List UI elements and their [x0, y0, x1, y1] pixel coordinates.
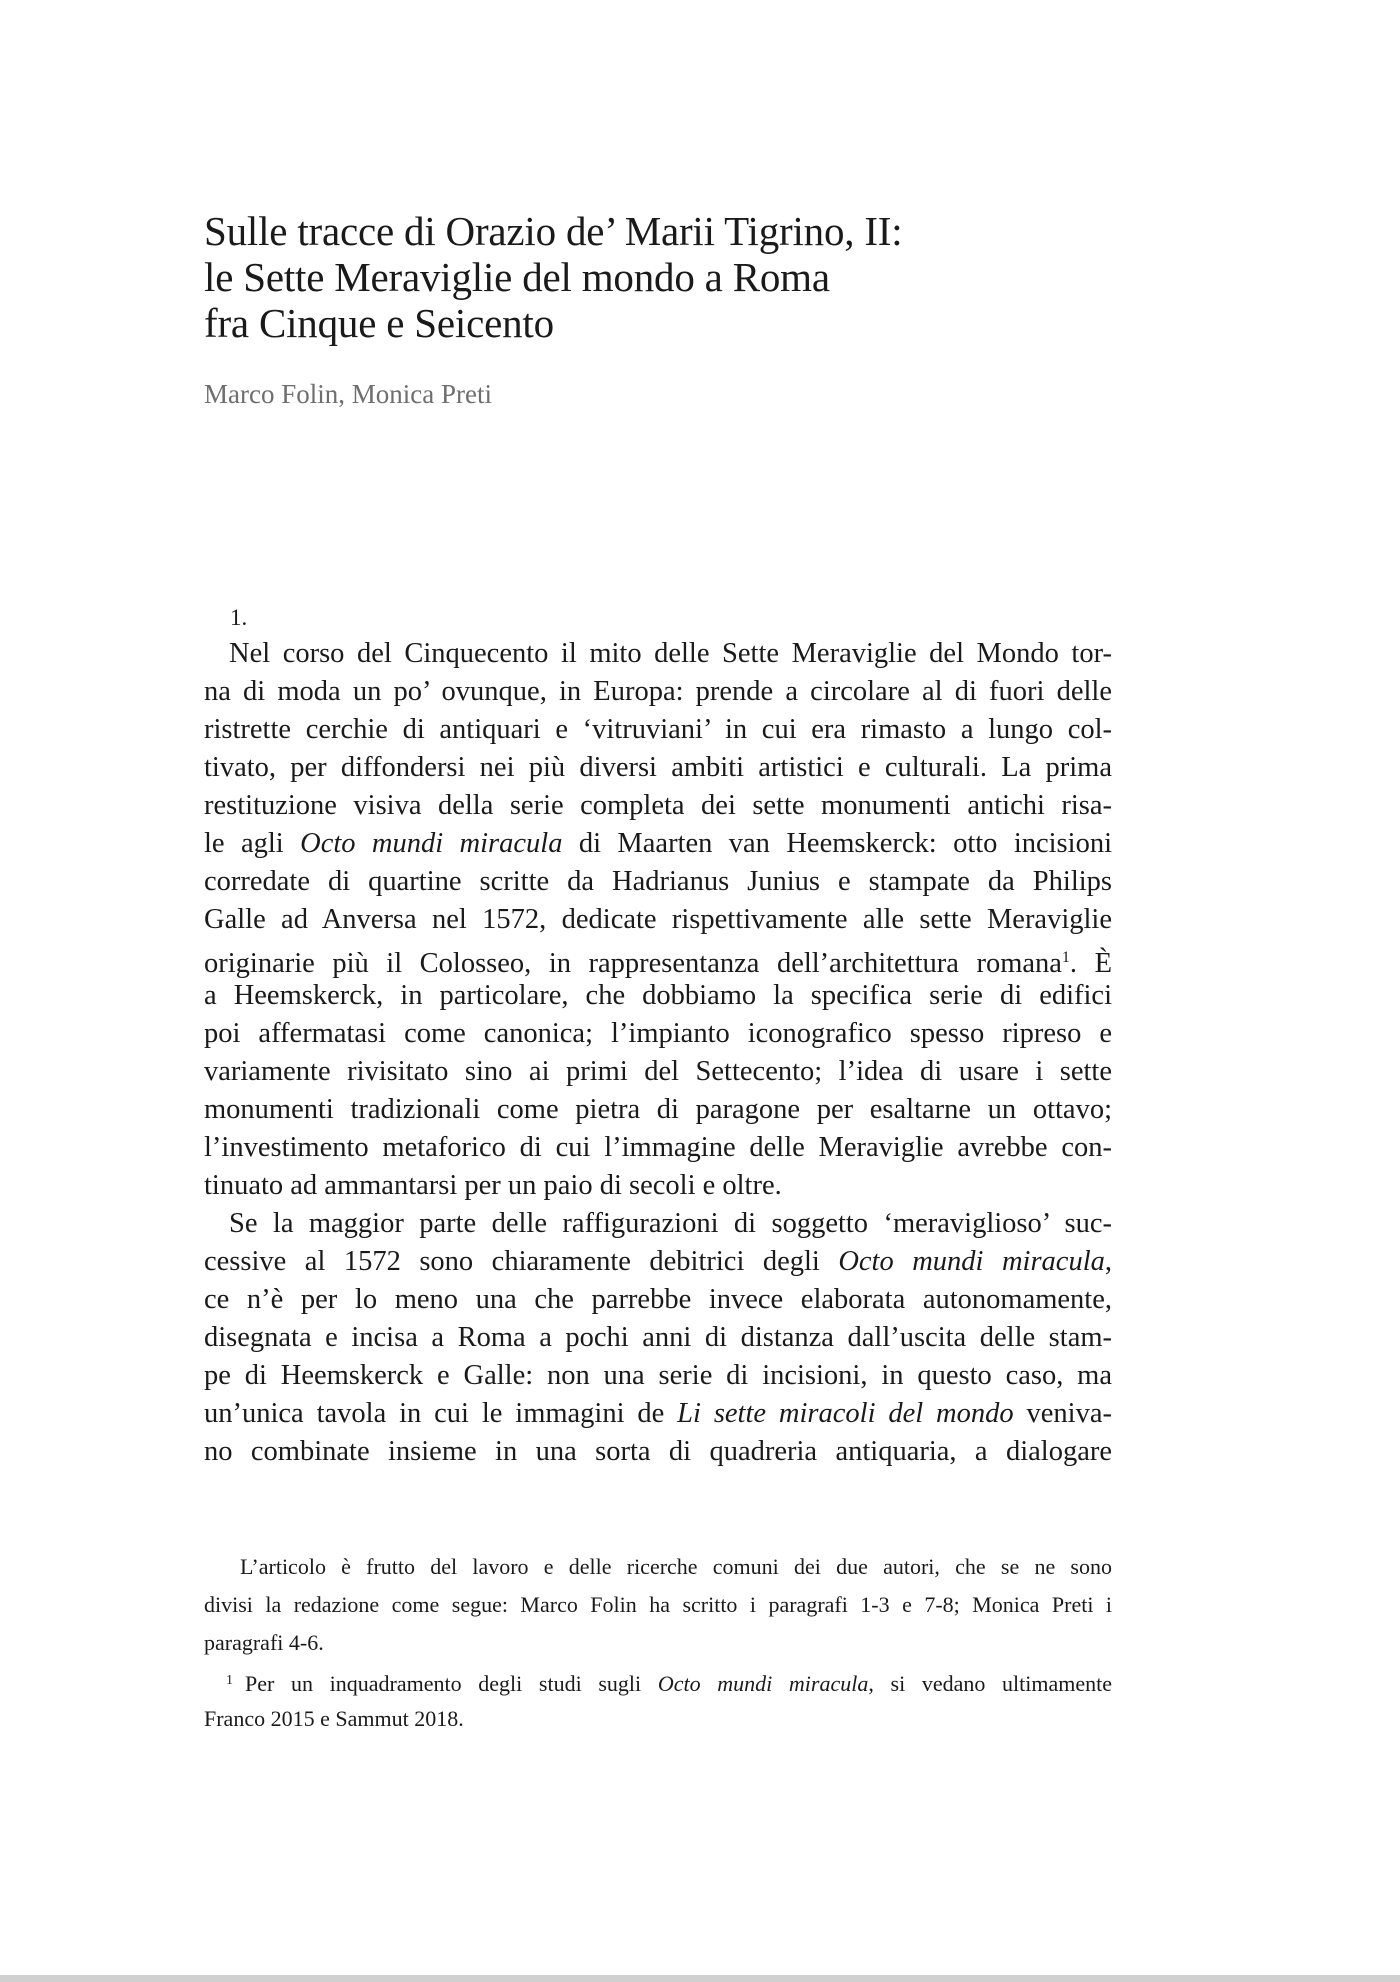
- body-line: [204, 1395, 1112, 1433]
- italic-title: Octo mundi miracula: [838, 1246, 1105, 1277]
- footnote-line: paragrafi 4-6.: [204, 1630, 324, 1655]
- body-text: veniva-: [1013, 1398, 1112, 1429]
- footnote-line: Franco 2015 e Sammut 2018.: [204, 1706, 464, 1731]
- italic-title: Octo mundi miracula: [657, 1671, 869, 1696]
- italic-title: Li sette miracoli del mondo: [677, 1398, 1014, 1429]
- body-text: un’unica tavola in cui le immagini de: [204, 1398, 678, 1429]
- body-line: l’investimento metaforico di cui l’immagine delle Meraviglie avrebbe con-: [204, 1132, 1112, 1163]
- body-line: ristrette cerchie di antiquari e ‘vitruviani’ in cui era rimasto a lungo col-: [204, 714, 1112, 745]
- body-text: le agli: [204, 828, 301, 859]
- italic-title: Octo mundi miracula: [300, 828, 563, 859]
- body-line: [204, 939, 1112, 977]
- body-text: cessive al 1572 sono chiaramente debitrici degli: [204, 1246, 839, 1277]
- footnote-line: L’articolo è frutto del lavoro e delle ricerche comuni dei due autori, che se ne sono: [240, 1554, 1112, 1579]
- footnote-text: Per un inquadramento degli studi sugli: [245, 1671, 658, 1696]
- body-line: variamente rivisitato sino ai primi del Settecento; l’idea di usare i sette: [204, 1056, 1112, 1087]
- body-text: ,: [1104, 1246, 1112, 1277]
- body-line: no combinate insieme in una sorta di quadreria antiquaria, a dialogare: [204, 1436, 1112, 1467]
- article-authors: Marco Folin, Monica Preti: [204, 379, 492, 409]
- body-line: a Heemskerck, in particolare, che dobbiamo la specifica serie di edifici: [204, 980, 1112, 1011]
- body-line: restituzione visiva della serie completa dei sette monumenti antichi risa-: [204, 790, 1112, 821]
- section-number: 1.: [230, 605, 248, 630]
- body-line: ce n’è per lo meno una che parrebbe invece elaborata autonomamente,: [204, 1284, 1112, 1315]
- footnote-mark: 1: [226, 1673, 233, 1688]
- footnote-line: divisi la redazione come segue: Marco Folin ha scritto i paragrafi 1-3 e 7-8; Monica Preti i: [204, 1592, 1112, 1617]
- body-line: tivato, per diffondersi nei più diversi ambiti artistici e culturali. La prima: [204, 752, 1112, 783]
- footnotes: [204, 1548, 1112, 1738]
- article-title: [204, 208, 1104, 346]
- title-line-1: Sulle tracce di Orazio de’ Marii Tigrino, II:: [204, 208, 903, 254]
- footnote-reference[interactable]: 1: [1061, 949, 1070, 966]
- title-line-2: le Sette Meraviglie del mondo a Roma: [204, 254, 830, 300]
- page-bottom-border: [0, 1975, 1400, 1982]
- body-line: [204, 825, 1112, 863]
- body-line: Galle ad Anversa nel 1572, dedicate rispettivamente alle sette Meraviglie: [204, 904, 1112, 935]
- footnote-text: , si vedano ultimamente: [868, 1671, 1112, 1696]
- body-line: [204, 1243, 1112, 1281]
- title-line-3: fra Cinque e Seicento: [204, 300, 554, 346]
- body-text: di Maarten van Heemskerck: otto incisioni: [562, 828, 1112, 859]
- body-line: na di moda un po’ ovunque, in Europa: prende a circolare al di fuori delle: [204, 676, 1112, 707]
- body-text: . È: [1069, 948, 1112, 979]
- body-line: disegnata e incisa a Roma a pochi anni di distanza dall’uscita delle stam-: [204, 1322, 1112, 1353]
- body-line: Nel corso del Cinquecento il mito delle Sette Meraviglie del Mondo tor-: [229, 638, 1112, 669]
- body-text: originarie più il Colosseo, in rappresentanza dell’architettura romana: [204, 948, 1062, 979]
- body-line: pe di Heemskerck e Galle: non una serie di incisioni, in questo caso, ma: [204, 1360, 1112, 1391]
- body-line: poi affermatasi come canonica; l’impianto iconografico spesso ripreso e: [204, 1018, 1112, 1049]
- body-line: monumenti tradizionali come pietra di paragone per esaltarne un ottavo;: [204, 1094, 1112, 1125]
- footnote-line: [204, 1662, 1112, 1700]
- article-body: [204, 601, 1112, 1471]
- body-line: tinuato ad ammantarsi per un paio di secoli e oltre.: [204, 1170, 782, 1201]
- body-line: Se la maggior parte delle raffigurazioni di soggetto ‘meraviglioso’ suc-: [229, 1208, 1112, 1239]
- body-line: corredate di quartine scritte da Hadrianus Junius e stampate da Philips: [204, 866, 1112, 897]
